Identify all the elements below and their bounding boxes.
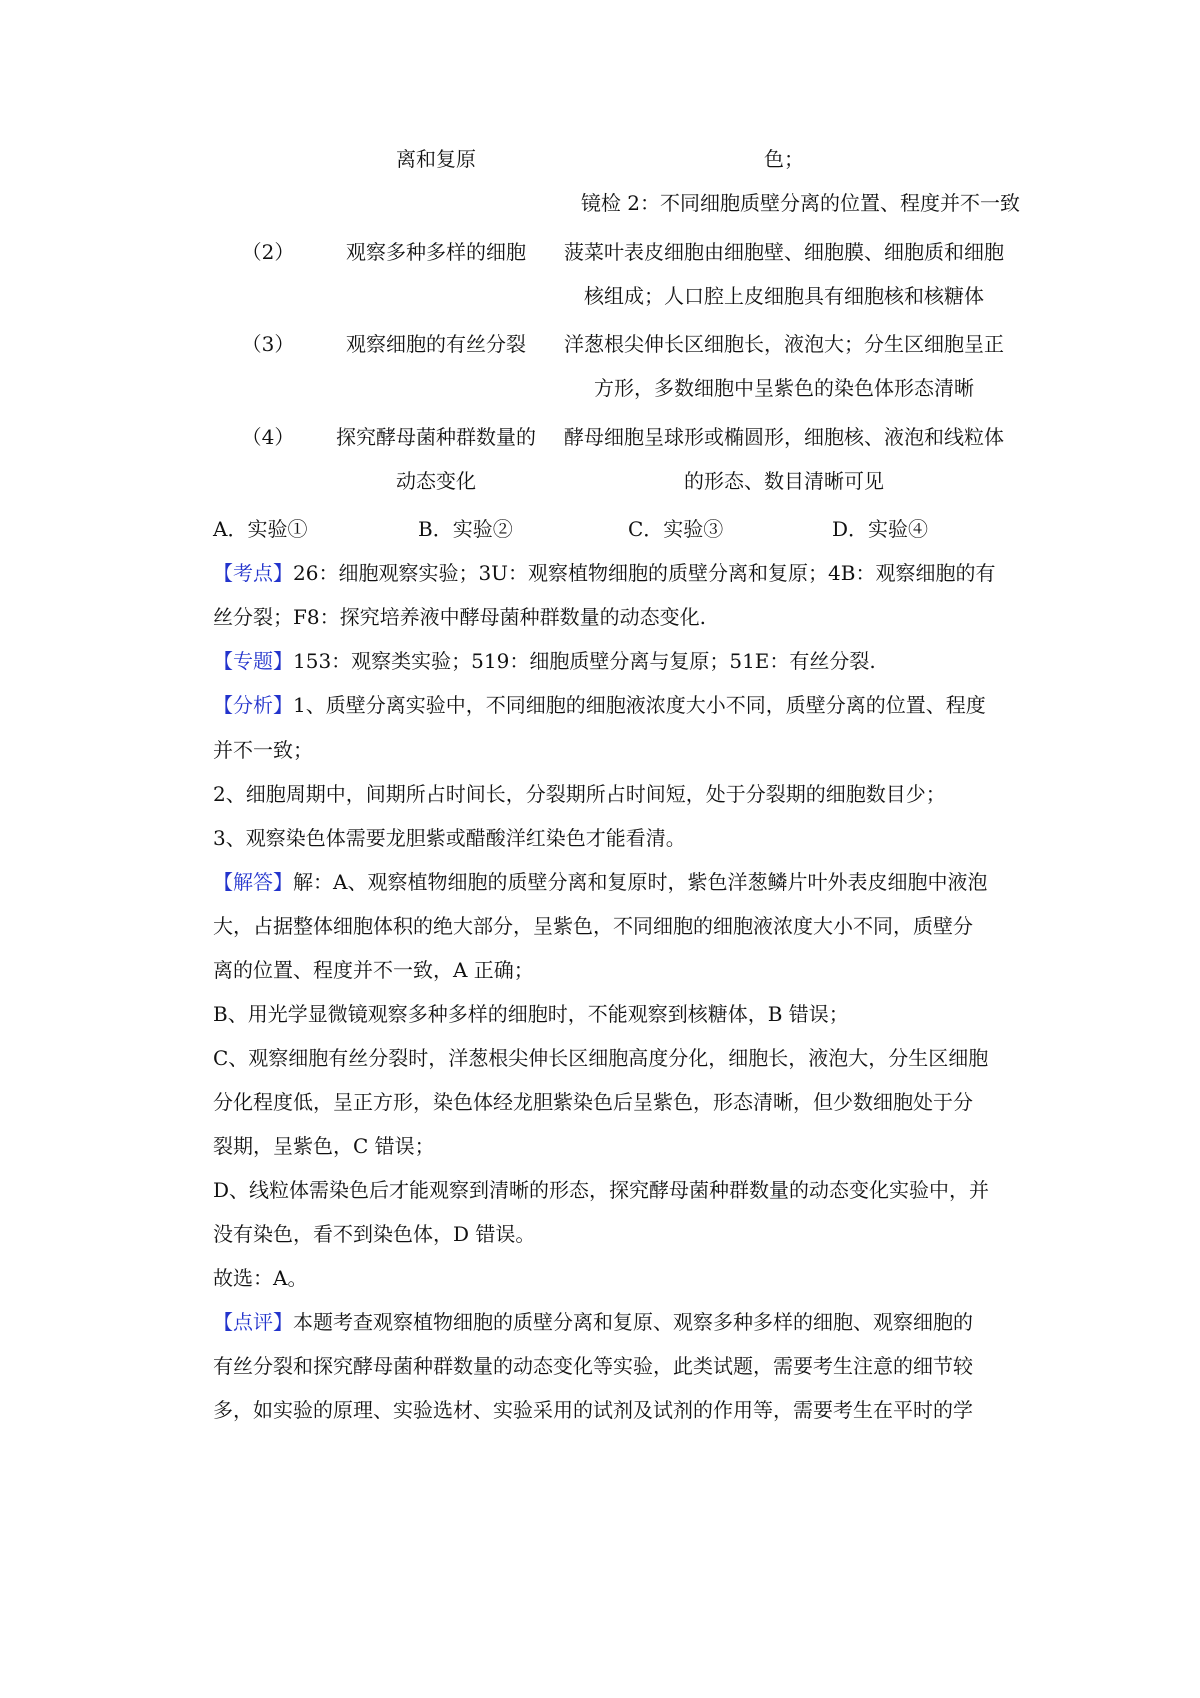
jieda-line: 分化程度低，呈正方形，染色体经龙胆紫染色后呈紫色，形态清晰，但少数细胞处于分 (213, 1090, 973, 1114)
row3-result-line: 方形，多数细胞中呈紫色的染色体形态清晰 (594, 376, 974, 400)
zhuanti-tag: 【专题】 (213, 649, 293, 673)
kaodian-tag: 【考点】 (213, 561, 293, 585)
row1-result-line: 镜检 2：不同细胞质壁分离的位置、程度并不一致 (580, 191, 1020, 215)
dianping-line: 有丝分裂和探究酵母菌种群数量的动态变化等实验，此类试题，需要考生注意的细节较 (213, 1354, 973, 1378)
row1-experiment-name: 离和复原 (396, 147, 476, 171)
jieda-line: 大，占据整体细胞体积的绝大部分，呈紫色，不同细胞的细胞液浓度大小不同，质壁分 (213, 914, 973, 938)
dianping-tag: 【点评】 (213, 1310, 293, 1334)
row3-result-line: 洋葱根尖伸长区细胞长，液泡大；分生区细胞呈正 (564, 332, 1004, 356)
fenxi-tag: 【分析】 (213, 693, 293, 717)
row2-result-line: 菠菜叶表皮细胞由细胞壁、细胞膜、细胞质和细胞 (564, 240, 1004, 264)
zhuanti-line: 【专题】153：观察类实验；519：细胞质壁分离与复原；51E：有丝分裂. (213, 649, 876, 673)
row4-experiment-name: 动态变化 (396, 469, 476, 493)
kaodian-line: 丝分裂；F8：探究培养液中酵母菌种群数量的动态变化. (213, 605, 706, 629)
jieda-line: 没有染色，看不到染色体，D 错误。 (213, 1222, 536, 1246)
jieda-line: D、线粒体需染色后才能观察到清晰的形态，探究酵母菌种群数量的动态变化实验中，并 (213, 1178, 990, 1202)
row4-number: （4） (241, 425, 295, 449)
row1-result-line: 色； (764, 147, 804, 171)
jieda-line: 裂期，呈紫色，C 错误； (213, 1134, 435, 1158)
row3-experiment-name: 观察细胞的有丝分裂 (346, 332, 526, 356)
option-c: C．实验③ (628, 517, 724, 541)
row2-result-line: 核组成；人口腔上皮细胞具有细胞核和核糖体 (584, 284, 984, 308)
fenxi-line: 【分析】1、质壁分离实验中，不同细胞的细胞液浓度大小不同，质壁分离的位置、程度 (213, 693, 986, 717)
row4-result-line: 的形态、数目清晰可见 (684, 469, 884, 493)
row3-number: （3） (241, 332, 295, 356)
dianping-line: 【点评】本题考查观察植物细胞的质壁分离和复原、观察多种多样的细胞、观察细胞的 (213, 1310, 973, 1334)
fenxi-line: 2、细胞周期中，间期所占时间长，分裂期所占时间短，处于分裂期的细胞数目少； (213, 782, 946, 806)
row2-experiment-name: 观察多种多样的细胞 (346, 240, 526, 264)
row4-result-line: 酵母细胞呈球形或椭圆形，细胞核、液泡和线粒体 (564, 425, 1004, 449)
kaodian-line: 【考点】26：细胞观察实验；3U：观察植物细胞的质壁分离和复原；4B：观察细胞的有 (213, 561, 996, 585)
jieda-tag: 【解答】 (213, 870, 293, 894)
jieda-line: B、用光学显微镜观察多种多样的细胞时，不能观察到核糖体，B 错误； (213, 1002, 849, 1026)
fenxi-line: 3、观察染色体需要龙胆紫或醋酸洋红染色才能看清。 (213, 826, 686, 850)
option-a: A．实验① (213, 517, 308, 541)
row4-experiment-name: 探究酵母菌种群数量的 (336, 425, 536, 449)
jieda-line: C、观察细胞有丝分裂时，洋葱根尖伸长区细胞高度分化，细胞长，液泡大，分生区细胞 (213, 1046, 989, 1070)
option-b: B．实验② (418, 517, 513, 541)
dianping-line: 多，如实验的原理、实验选材、实验采用的试剂及试剂的作用等，需要考生在平时的学 (213, 1398, 973, 1422)
option-d: D．实验④ (832, 517, 929, 541)
fenxi-line: 并不一致； (213, 738, 313, 762)
jieda-line: 离的位置、程度并不一致，A 正确； (213, 958, 534, 982)
row2-number: （2） (241, 240, 295, 264)
jieda-answer: 故选：A。 (213, 1266, 308, 1290)
jieda-line: 【解答】解：A、观察植物细胞的质壁分离和复原时，紫色洋葱鳞片叶外表皮细胞中液泡 (213, 870, 988, 894)
